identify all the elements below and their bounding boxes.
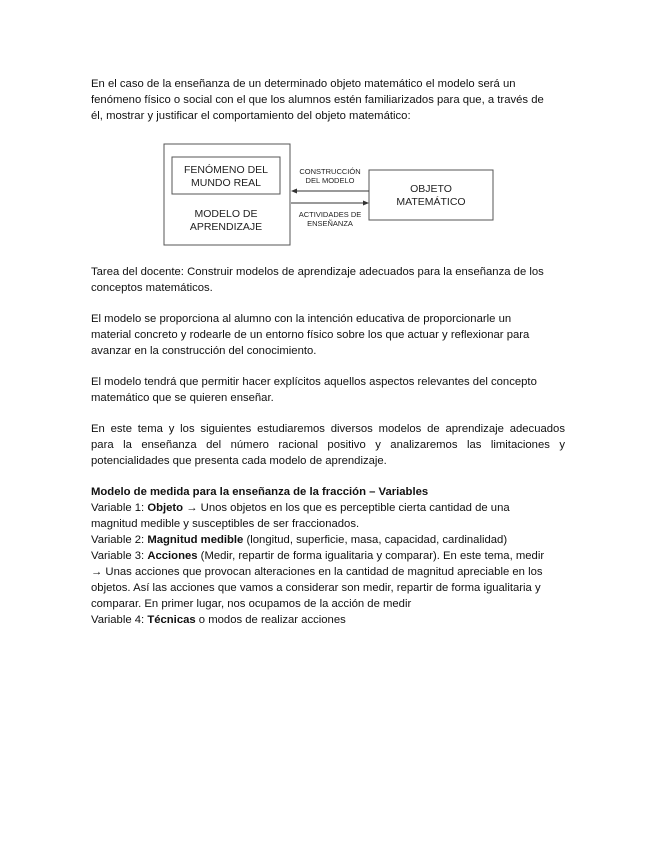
tarea-line-2: conceptos matemáticos. bbox=[91, 282, 213, 294]
learning-model-label-1: MODELO DE bbox=[194, 208, 258, 220]
intro-line-1: En el caso de la enseñanza de un determinado objeto matemático el modelo será un bbox=[91, 78, 516, 90]
modelo-expl-line-1: El modelo tendrá que permitir hacer explícitos aquellos aspectos relevantes del concepto bbox=[91, 376, 537, 388]
modelo-proporciona-paragraph bbox=[91, 311, 565, 359]
intro-line-2: fenómeno físico o social con el que los alumnos estén familiarizados para que, a través de bbox=[91, 94, 544, 106]
tema-line-2: para la enseñanza del número racional positivo y analizaremos las limitaciones y bbox=[91, 439, 565, 451]
intro-line-3: él, mostrar y justificar el comportamiento del objeto matemático: bbox=[91, 110, 411, 122]
variable-1-line-2: magnitud medible y susceptibles de ser fraccionados. bbox=[91, 518, 360, 530]
variable-1: Variable 1: Objeto → Unos objetos en los que es perceptible cierta cantidad de una bbox=[91, 502, 510, 514]
variable-3-line-2: → Unas acciones que provocan alteraciones en la cantidad de magnitud apreciable en los bbox=[91, 566, 543, 578]
tema-line-3: potencialidades que presenta cada modelo de aprendizaje. bbox=[91, 455, 387, 467]
construction-label-1: CONSTRUCCIÓN bbox=[299, 167, 361, 176]
math-object-label-1: OBJETO bbox=[410, 183, 452, 195]
variable-2: Variable 2: Magnitud medible (longitud, superficie, masa, capacidad, cardinalidad) bbox=[91, 534, 508, 546]
construction-label-2: DEL MODELO bbox=[305, 176, 355, 185]
variable-3-line-4: comparar. En primer lugar, nos ocupamos de la acción de medir bbox=[91, 598, 412, 610]
model-diagram bbox=[163, 143, 495, 247]
construction-arrow-head bbox=[291, 189, 297, 194]
learning-model-label-2: APRENDIZAJE bbox=[189, 221, 263, 233]
activities-label-2: ENSEÑANZA bbox=[307, 219, 353, 228]
tarea-paragraph bbox=[91, 264, 565, 296]
tema-line-1: En este tema y los siguientes estudiaremos diversos modelos de aprendizaje adecuados bbox=[91, 423, 565, 435]
activities-arrow-head bbox=[363, 201, 369, 206]
modelo-explicito-paragraph bbox=[91, 374, 565, 406]
modelo-expl-line-2: matemático que se quieren enseñar. bbox=[91, 392, 274, 404]
variables-heading: Modelo de medida para la enseñanza de la fracción – Variables bbox=[91, 486, 429, 498]
variable-4: Variable 4: Técnicas o modos de realizar acciones bbox=[91, 614, 346, 626]
math-object-label-2: MATEMÁTICO bbox=[396, 196, 466, 208]
variables-section bbox=[91, 484, 565, 628]
activities-label-1: ACTIVIDADES DE bbox=[298, 210, 362, 219]
variable-3-line-3: objetos. Así las acciones que vamos a considerar son medir, repartir de forma igualitaria y bbox=[91, 582, 541, 594]
tema-paragraph bbox=[91, 421, 565, 469]
tarea-line-1: Tarea del docente: Construir modelos de aprendizaje adecuados para la enseñanza de los bbox=[91, 266, 544, 278]
math-object-box bbox=[369, 170, 493, 220]
real-world-label-1: FENÓMENO DEL bbox=[183, 164, 269, 176]
modelo-prop-line-3: avanzar en la construcción del conocimiento. bbox=[91, 345, 317, 357]
modelo-prop-line-1: El modelo se proporciona al alumno con la intención educativa de proporcionarle un bbox=[91, 313, 512, 325]
variable-3: Variable 3: Acciones (Medir, repartir de forma igualitaria y comparar). En este tema, medir bbox=[91, 550, 545, 562]
real-world-label-2: MUNDO REAL bbox=[190, 177, 262, 189]
intro-paragraph bbox=[91, 76, 565, 124]
modelo-prop-line-2: material concreto y rodearle de un entorno físico sobre los que actuar y reflexionar para bbox=[91, 329, 530, 341]
